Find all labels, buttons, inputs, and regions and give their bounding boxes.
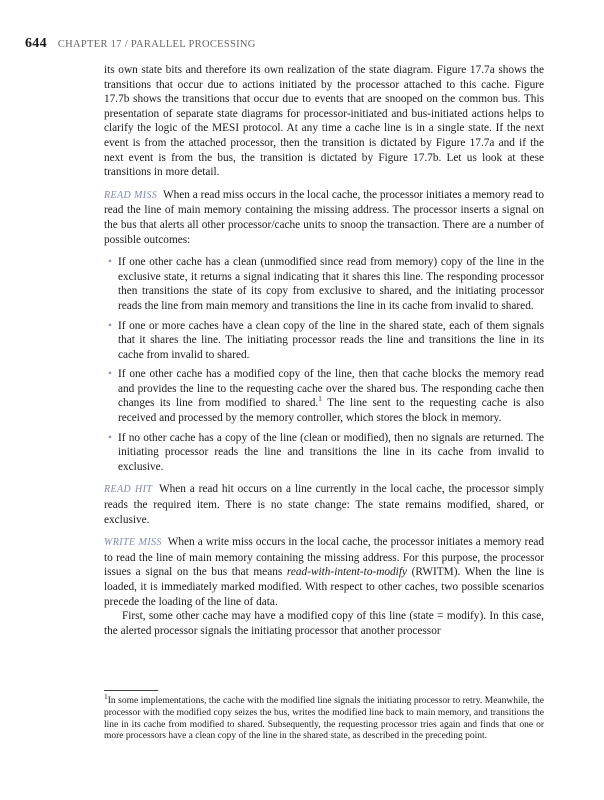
footnote-mark: 1 [104, 691, 108, 701]
bullet-icon: • [108, 368, 112, 381]
list-item-text: If one or more caches have a clean copy of the line in the shared state, each of them signals that it shares the line. The initiating processor reads the line and transitions the line in its cache from invalid to shared. [118, 319, 544, 361]
list-item [104, 319, 544, 363]
bullet-icon: • [108, 431, 112, 444]
list-item-text: The line sent to the requesting cache is also received and processed by the memory controller, which stores the block in memory. [118, 397, 544, 425]
running-header [25, 36, 584, 52]
chapter-title: CHAPTER 17 / PARALLEL PROCESSING [57, 39, 256, 50]
rwitm-term: read-with-intent-to-modify [286, 566, 407, 579]
bullet-icon: • [108, 256, 112, 269]
footnote-divider [104, 690, 158, 691]
bullet-icon: • [108, 319, 112, 332]
list-item [104, 431, 544, 475]
read-hit-paragraph [104, 482, 544, 527]
intro-paragraph: its own state bits and therefore its own realization of the state diagram. Figure 17.7a shows the transitions that occur due to actions initiated by the processor attached to this cache. Figure 17.7b shows the transitions that occur due to events that are snooped on the common bus. This presentation of separate state diagrams for processor-initiated and bus-initiated actions helps to clarify the logic of the MESI protocol. At any time a cache line is in a single state. If the next event is from the attached processor, then the transition is dictated by Figure 17.7a and if the next event is from the bus, the transition is dictated by Figure 17.7b. Let us look at these transitions in more detail. [104, 64, 544, 179]
write-miss-text: (RWITM). When the line is loaded, it is immediately marked modified. With respect to other caches, two possible scenarios precede the loading of the line of data. [104, 566, 544, 608]
footnote [104, 691, 544, 743]
write-miss-paragraph-2: First, some other cache may have a modified copy of this line (state = modify). In this case, the alerted processor signals the initiating processor that another processor [104, 610, 544, 637]
list-item-text: If one other cache has a modified copy of the line, then that cache blocks the memory read and provides the line to the requesting cache over the shared bus. The responding cache then changes its line from modified to shared. [118, 368, 544, 410]
read-miss-paragraph [104, 188, 544, 247]
write-miss-text: When a write miss occurs in the local cache, the processor initiates a memory read to read the line of main memory containing the missing address. For this purpose, the processor issues a signal on the bus that means [104, 536, 544, 579]
read-hit-heading: READ HIT [104, 484, 153, 496]
write-miss-paragraph [104, 535, 544, 609]
read-miss-heading: READ MISS [104, 189, 158, 201]
write-miss-heading: WRITE MISS [104, 537, 162, 549]
list-item [104, 255, 544, 313]
footnote-ref[interactable]: 1 [318, 394, 322, 404]
outcome-list [104, 255, 544, 474]
page-number: 644 [25, 36, 47, 51]
read-hit-text: When a read hit occurs on a line currently in the local cache, the processor simply reads the required item. There is no state change: The state remains modified, shared, or exclusive. [104, 483, 544, 526]
read-miss-text: When a read miss occurs in the local cache, the processor initiates a memory read to read the line of main memory containing the missing address. The processor inserts a signal on the bus that alerts all other processor/cache units to snoop the transaction. There are a number of possible outcomes: [104, 188, 544, 246]
list-item-text: If one other cache has a clean (unmodified since read from memory) copy of the line in the exclusive state, it returns a signal indicating that it shares this line. The responding processor then transitions the state of its copy from exclusive to shared, and the initiating processor reads the line from main memory and transitions the line in its cache from invalid to shared. [118, 256, 544, 312]
list-item [104, 367, 544, 425]
list-item-text: If no other cache has a copy of the line (clean or modified), then no signals are returned. The initiating processor reads the line and transitions the line in its cache from invalid to exclusive. [118, 431, 544, 473]
body-text [104, 63, 544, 638]
footnote-text: In some implementations, the cache with the modified line signals the initiating processor to retry. Meanwhile, the processor with the modified copy seizes the bus, writes the modified line back to main memory, and transitions the line in its cache from modified to shared. Subsequently, the requesting processor tries again and finds that one or more processors have a clean copy of the line in the shared state, as described in the preceding point. [104, 696, 544, 742]
